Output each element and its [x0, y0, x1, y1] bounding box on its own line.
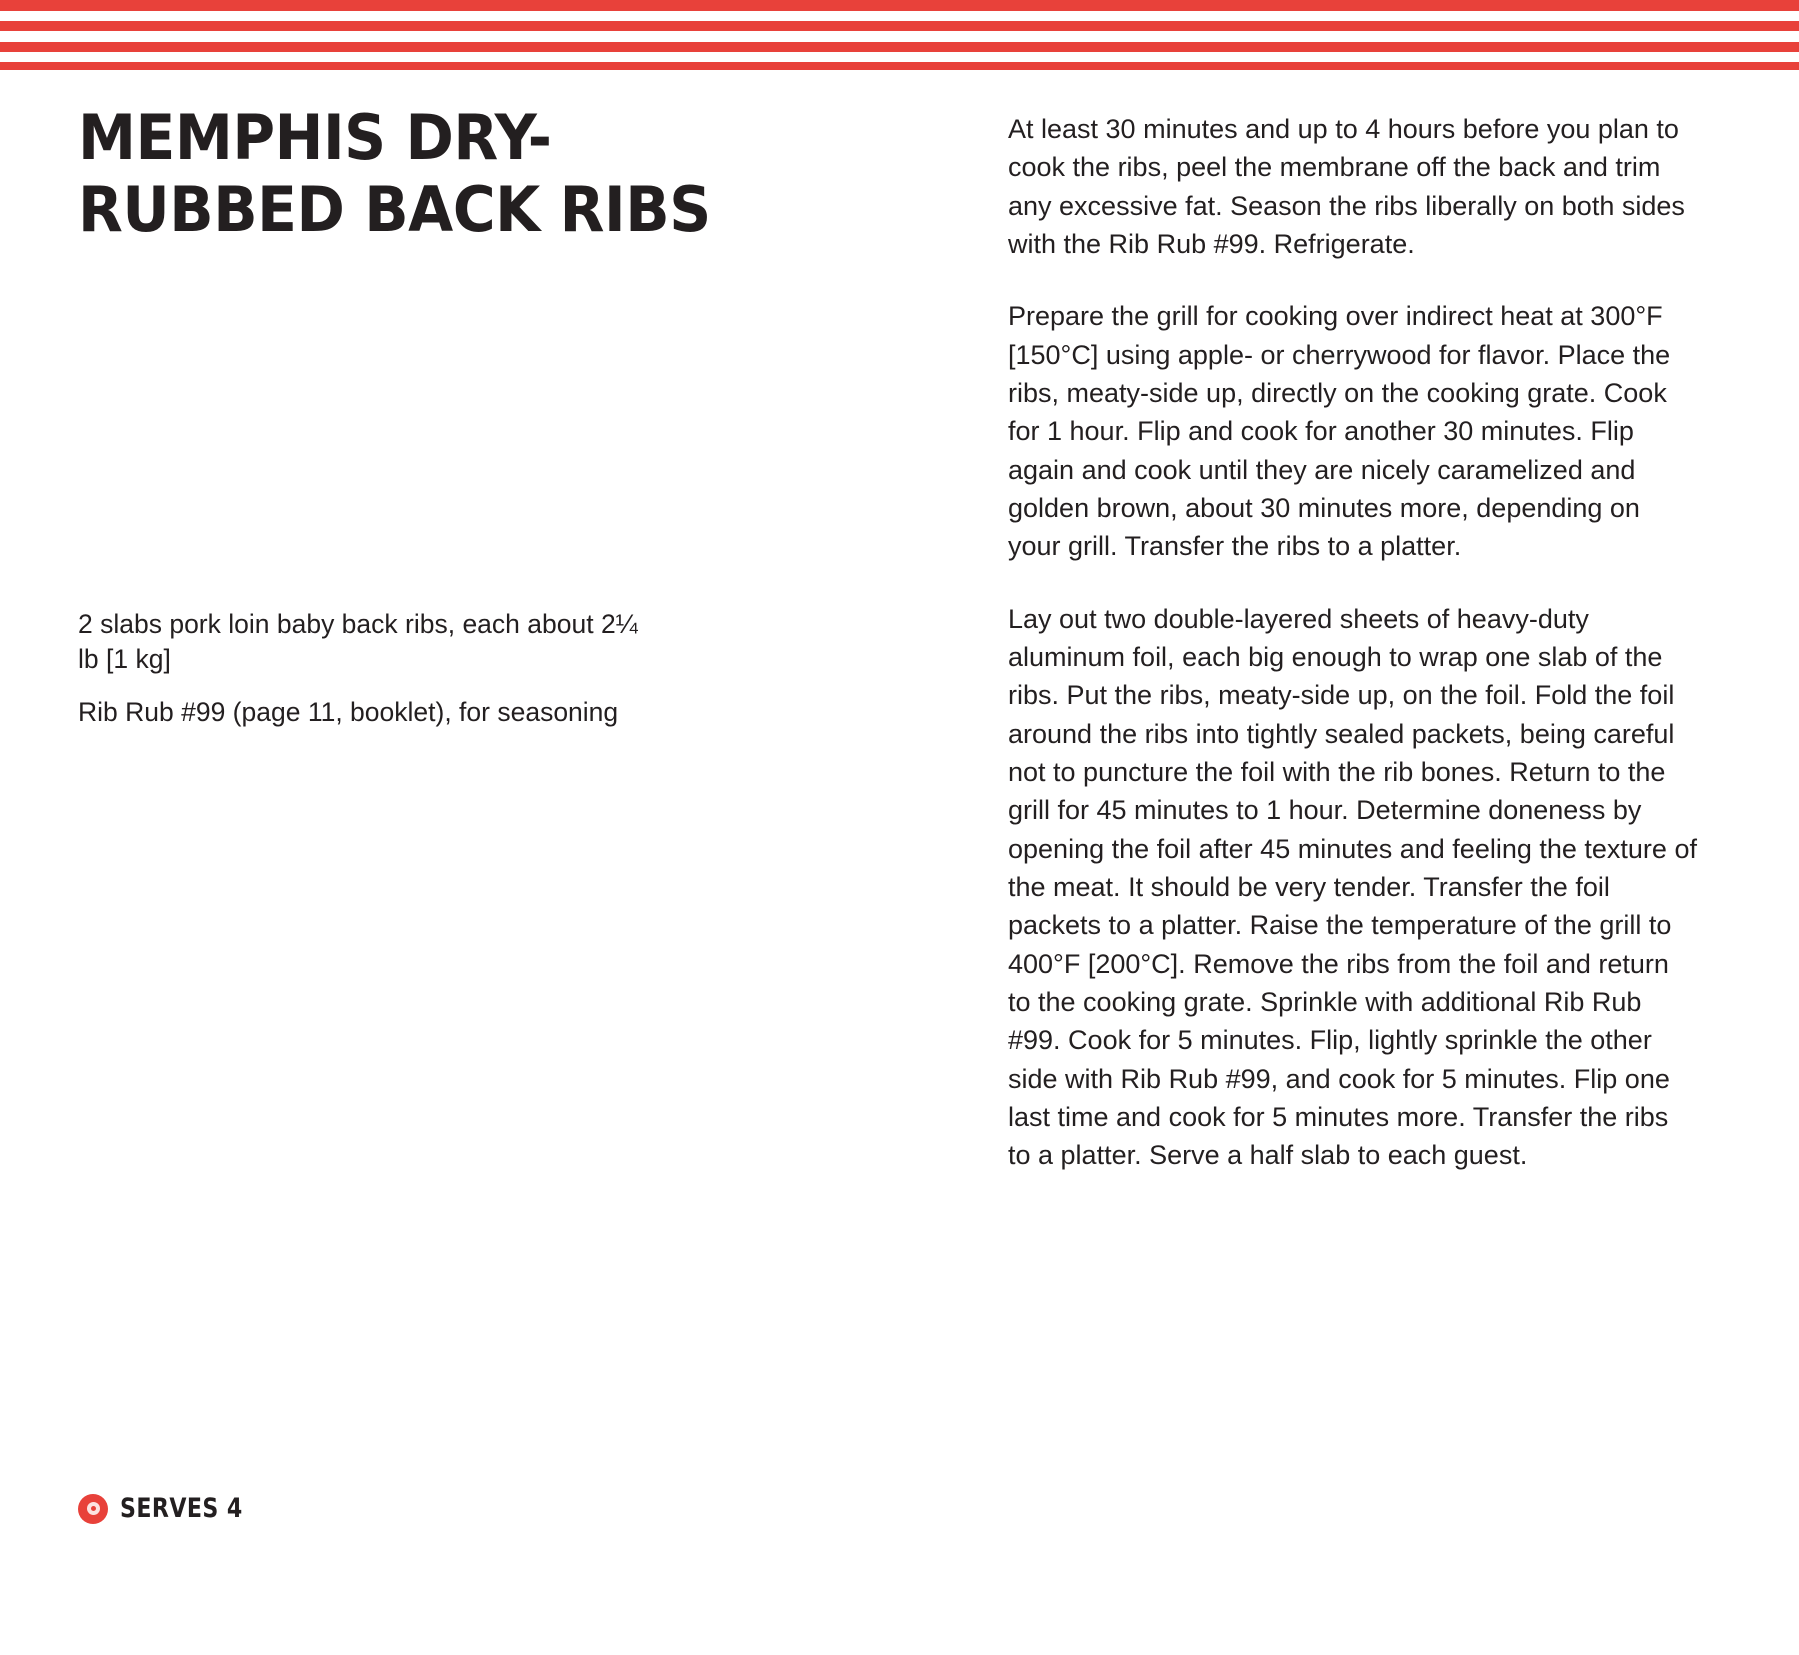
instruction-step: Lay out two double-layered sheets of heavy-duty aluminum foil, each big enough to wrap one slab of the ribs. Put the ribs, meaty-side up, on the foil. Fold the foil around the ribs into tightly sealed packets, being careful not to puncture the foil with the rib bones. Return to the grill for 45 minutes to 1 hour. Determine doneness by opening the foil after 45 minutes and feeling the texture of the meat. It should be very tender. Transfer the foil packets to a platter. Raise the temperature of the grill to 400°F [200°C]. Remove the ribs from the foil and return to the cooking grate. Sprinkle with additional Rib Rub #99. Cook for 5 minutes. Flip, lightly sprinkle the other side with Rib Rub #99, and cook for 5 minutes. Flip one last time and cook for 5 minutes more. Transfer the ribs to a platter. Serve a half slab to each guest.: [1008, 603, 1697, 1171]
list-item: Rib Rub #99 (page 11, booklet), for seasoning: [78, 697, 619, 728]
ingredients-list: [78, 607, 638, 749]
recipe-page: [0, 70, 1799, 1655]
serves-badge: [78, 1493, 270, 1524]
serves-label: SERVES 4: [120, 1493, 243, 1524]
recipe-left-column: [78, 102, 778, 1582]
stripe-4: [0, 62, 1799, 70]
stripe-1: [0, 0, 1799, 11]
page-title: MEMPHIS DRY-RUBBED BACK RIBS: [78, 101, 711, 246]
recipe-instructions: [1008, 110, 1698, 1175]
header-stripes: [0, 0, 1799, 70]
instruction-step: Prepare the grill for cooking over indirect heat at 300°F [150°C] using apple- or cherrywood for flavor. Place the ribs, meaty-side up, directly on the cooking grate. Cook for 1 hour. Flip and cook for another 30 minutes. Flip again and cook until they are nicely caramelized and golden brown, about 30 minutes more, depending on your grill. Transfer the ribs to a platter.: [1008, 301, 1671, 562]
list-item: 2 slabs pork loin baby back ribs, each about 2¼ lb [1 kg]: [78, 609, 638, 675]
stripe-2: [0, 21, 1799, 31]
instruction-step: At least 30 minutes and up to 4 hours before you plan to cook the ribs, peel the membrane off the back and trim any excessive fat. Season the ribs liberally on both sides with the Rib Rub #99. Refrigerate.: [1008, 114, 1685, 259]
stripe-3: [0, 42, 1799, 52]
dot-badge-icon: [78, 1494, 108, 1524]
